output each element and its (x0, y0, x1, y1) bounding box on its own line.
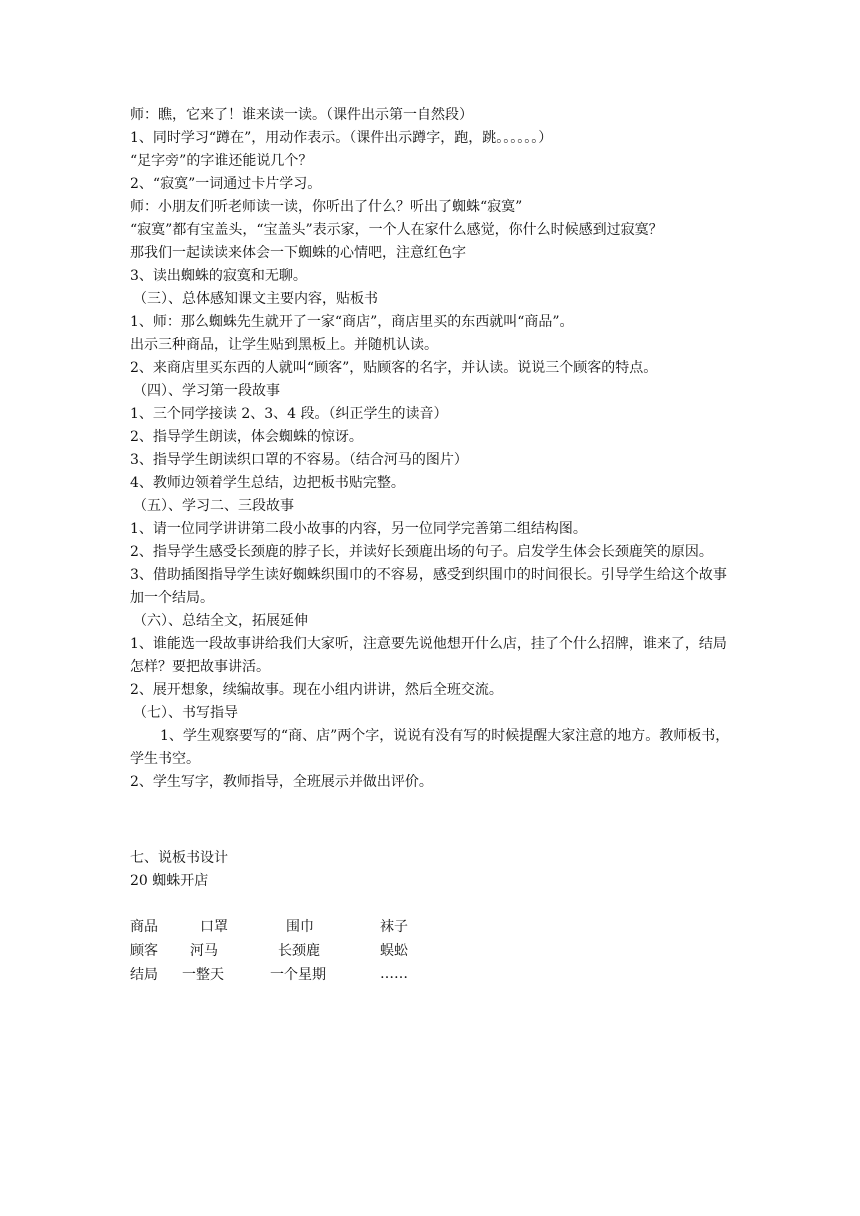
table-cell: 一整天 (182, 967, 224, 983)
table-row (130, 962, 450, 986)
table-cell: 蜈蚣 (380, 943, 408, 959)
table-cell: …… (380, 966, 408, 982)
text-line: 2、学生写字，教师指导，全班展示并做出评价。 (130, 774, 433, 790)
table-cell: 顾客 (130, 943, 158, 959)
text-line: 2、展开想象，续编故事。现在小组内讲讲，然后全班交流。 (130, 682, 503, 698)
text-line: 1、学生观察要写的“商、店”两个字，说说有没有写的时候提醒大家注意的地方。教师板书，学生书空。 (130, 728, 730, 767)
text-line: 1、三个同学接读 2、3、4 段。（纠正学生的读音） (130, 406, 448, 422)
table-cell: 结局 (130, 967, 158, 983)
table-cell: 商品 (130, 919, 158, 935)
table-row (130, 914, 450, 938)
table-row (130, 938, 450, 962)
text-line: “寂寞”都有宝盖头，“宝盖头”表示家，一个人在家什么感觉，你什么时候感到过寂寞？ (130, 222, 663, 238)
text-line: 3、指导学生朗读织口罩的不容易。（结合河马的图片） (130, 452, 468, 468)
text-line: 2、“寂寞”一词通过卡片学习。 (130, 176, 322, 192)
table-cell: 河马 (190, 943, 218, 959)
lesson-body (130, 104, 740, 794)
text-line: “足字旁”的字谁还能说几个？ (130, 153, 313, 169)
text-line: 1、师：那么蜘蛛先生就开了一家“商店”，商店里买的东西就叫“商品”。 (130, 314, 574, 330)
text-line: 2、来商店里买东西的人就叫“顾客”，贴顾客的名字，并认读。说说三个顾客的特点。 (130, 360, 658, 376)
section-heading: （五）、学习二、三段故事 (133, 498, 294, 514)
text-line: 2、指导学生感受长颈鹿的脖子长，并读好长颈鹿出场的句子。启发学生体会长颈鹿笑的原因。 (130, 544, 713, 560)
table-cell: 一个星期 (270, 967, 326, 983)
text-line: 2、指导学生朗读，体会蜘蛛的惊讶。 (130, 429, 363, 445)
text-line: 出示三种商品，让学生贴到黑板上。并随机认读。 (130, 337, 438, 353)
section-heading: （七）、书写指导 (133, 705, 238, 721)
text-line: 1、谁能选一段故事讲给我们大家听，注意要先说他想开什么店，挂了个什么招牌，谁来了，结局怎样？要把故事讲活。 (130, 636, 727, 675)
section-heading: （三）、总体感知课文主要内容，贴板书 (133, 291, 378, 307)
text-line: 师：瞧，它来了！谁来读一读。（课件出示第一自然段） (130, 107, 473, 123)
text-line: 师：小朋友们听老师读一读，你听出了什么？听出了蜘蛛“寂寞” (130, 199, 523, 215)
table-cell: 长颈鹿 (278, 943, 320, 959)
section-heading: （四）、学习第一段故事 (133, 383, 280, 399)
text-line: 3、读出蜘蛛的寂寞和无聊。 (130, 268, 307, 284)
section-heading: （六）、总结全文，拓展延伸 (133, 613, 308, 629)
board-title: 20 蜘蛛开店 (130, 873, 209, 889)
text-line: 4、教师边领着学生总结，边把板书贴完整。 (130, 475, 405, 491)
text-line: 3、借助插图指导学生读好蜘蛛织围巾的不容易，感受到织围巾的时间很长。引导学生给这个故事加一个结局。 (130, 567, 727, 606)
text-line: 1、请一位同学讲讲第二段小故事的内容，另一位同学完善第二组结构图。 (130, 521, 587, 537)
table-cell: 袜子 (380, 919, 408, 935)
table-cell: 口罩 (200, 919, 228, 935)
section-7-title: 七、说板书设计 (130, 850, 228, 866)
table-cell: 围巾 (286, 919, 314, 935)
board-design-table (130, 914, 450, 986)
text-line: 那我们一起读读来体会一下蜘蛛的心情吧，注意红色字 (130, 245, 466, 261)
text-line: 1、同时学习“蹲在”，用动作表示。（课件出示蹲字，跑，跳。。。。。。） (130, 130, 553, 146)
